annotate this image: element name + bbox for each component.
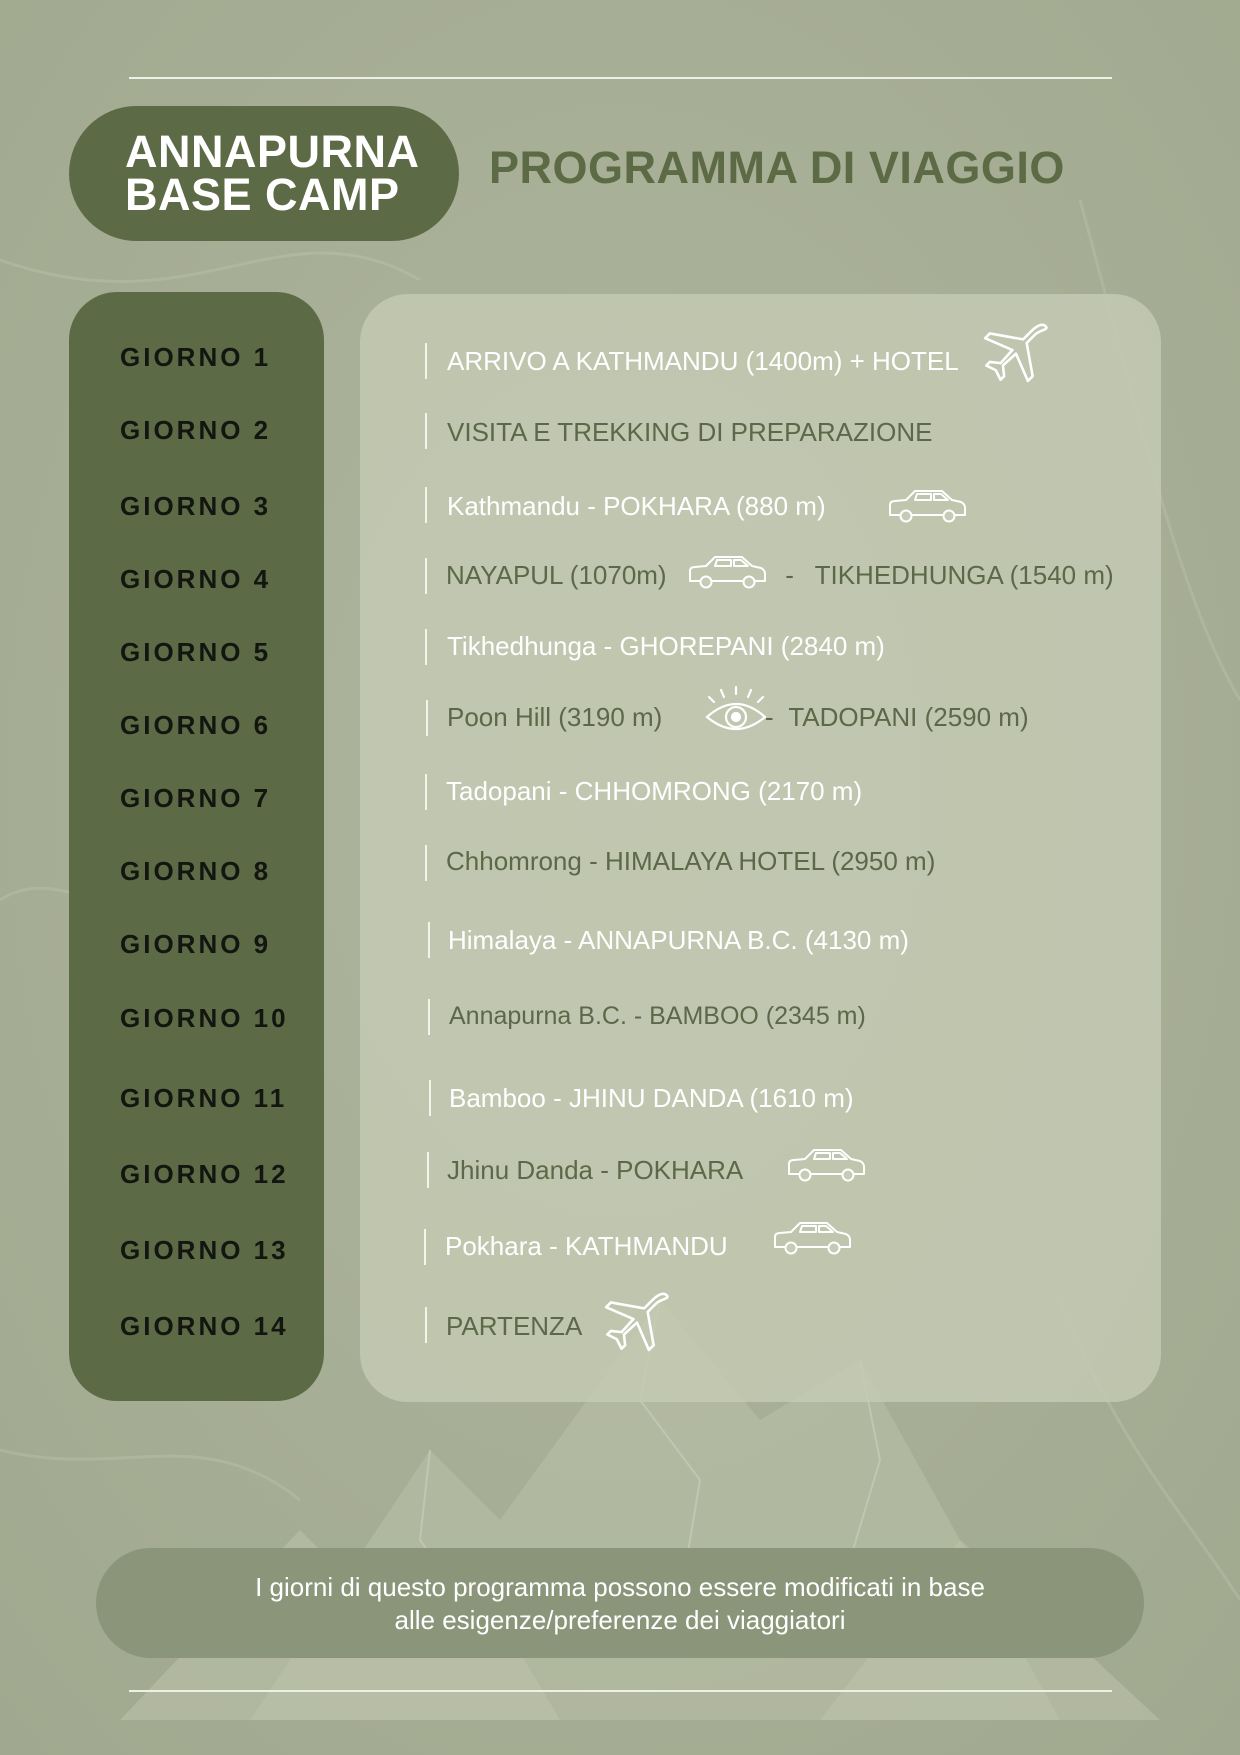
row-marker [425, 774, 427, 810]
airplane-icon [599, 1287, 675, 1363]
itinerary-row-3: Kathmandu - POKHARA (880 m) [447, 491, 826, 521]
note-banner [96, 1548, 1144, 1658]
route-separator: - [785, 560, 794, 590]
car-icon [785, 1145, 867, 1185]
day-label: GIORNO 3 [120, 491, 272, 521]
itinerary-row-8: Chhomrong - HIMALAYA HOTEL (2950 m) [446, 846, 936, 876]
car-icon [686, 552, 768, 592]
day-label: GIORNO 7 [120, 783, 272, 813]
day-label: GIORNO 5 [120, 637, 272, 667]
car-icon [771, 1218, 853, 1258]
day-label: GIORNO 10 [120, 1003, 289, 1033]
row-marker [428, 999, 430, 1035]
itinerary-row-14: PARTENZA [446, 1311, 583, 1341]
itinerary-row-4 [446, 562, 1114, 588]
itinerary-row-7: Tadopani - CHHOMRONG (2170 m) [446, 776, 863, 806]
page-title: PROGRAMMA DI VIAGGIO [489, 142, 1065, 193]
row-marker [427, 1152, 429, 1188]
top-divider [129, 77, 1112, 79]
route-start: Poon Hill (3190 m) [447, 702, 663, 732]
airplane-icon [978, 318, 1054, 394]
route-separator: - [764, 702, 774, 732]
itinerary-row-13: Pokhara - KATHMANDU [445, 1231, 728, 1261]
row-marker [425, 413, 427, 449]
car-icon [886, 486, 968, 526]
row-marker [426, 700, 428, 736]
row-marker [425, 487, 427, 523]
day-label: GIORNO 2 [120, 415, 272, 445]
itinerary-row-12: Jhinu Danda - POKHARA [447, 1155, 744, 1185]
route-end: TADOPANI (2590 m) [788, 702, 1029, 732]
note-line-2: alle esigenze/preferenze dei viaggiatori [394, 1605, 846, 1635]
bottom-divider [129, 1690, 1112, 1692]
title-badge [69, 106, 459, 241]
row-marker [425, 558, 427, 594]
itinerary-row-5: Tikhedhunga - GHOREPANI (2840 m) [447, 631, 885, 661]
itinerary-row-11: Bamboo - JHINU DANDA (1610 m) [449, 1083, 854, 1113]
row-marker [425, 343, 427, 379]
route-start: NAYAPUL (1070m) [446, 560, 667, 590]
row-marker [425, 845, 427, 881]
day-label: GIORNO 11 [120, 1083, 288, 1113]
badge-line-2: BASE CAMP [125, 169, 400, 220]
row-marker [428, 922, 430, 958]
day-label: GIORNO 13 [120, 1235, 289, 1265]
row-marker [424, 1229, 426, 1265]
day-label: GIORNO 4 [120, 564, 272, 594]
day-label: GIORNO 8 [120, 856, 272, 886]
day-label: GIORNO 6 [120, 710, 272, 740]
day-label: GIORNO 14 [120, 1311, 289, 1341]
itinerary-row-9: Himalaya - ANNAPURNA B.C. (4130 m) [448, 925, 909, 955]
badge-line-1: ANNAPURNA [125, 126, 420, 177]
day-label: GIORNO 1 [120, 342, 272, 372]
row-marker [425, 1307, 427, 1343]
itinerary-row-2: VISITA E TREKKING DI PREPARAZIONE [447, 417, 933, 447]
eye-icon [703, 683, 769, 739]
day-label: GIORNO 9 [120, 929, 272, 959]
itinerary-row-1: ARRIVO A KATHMANDU (1400m) + HOTEL [447, 346, 959, 376]
route-end: TIKHEDHUNGA (1540 m) [814, 560, 1114, 590]
day-label: GIORNO 12 [120, 1159, 289, 1189]
row-marker [425, 629, 427, 665]
itinerary-row-10: Annapurna B.C. - BAMBOO (2345 m) [449, 1002, 866, 1030]
row-marker [429, 1080, 431, 1116]
note-line-1: I giorni di questo programma possono essere modificati in base [255, 1572, 985, 1602]
